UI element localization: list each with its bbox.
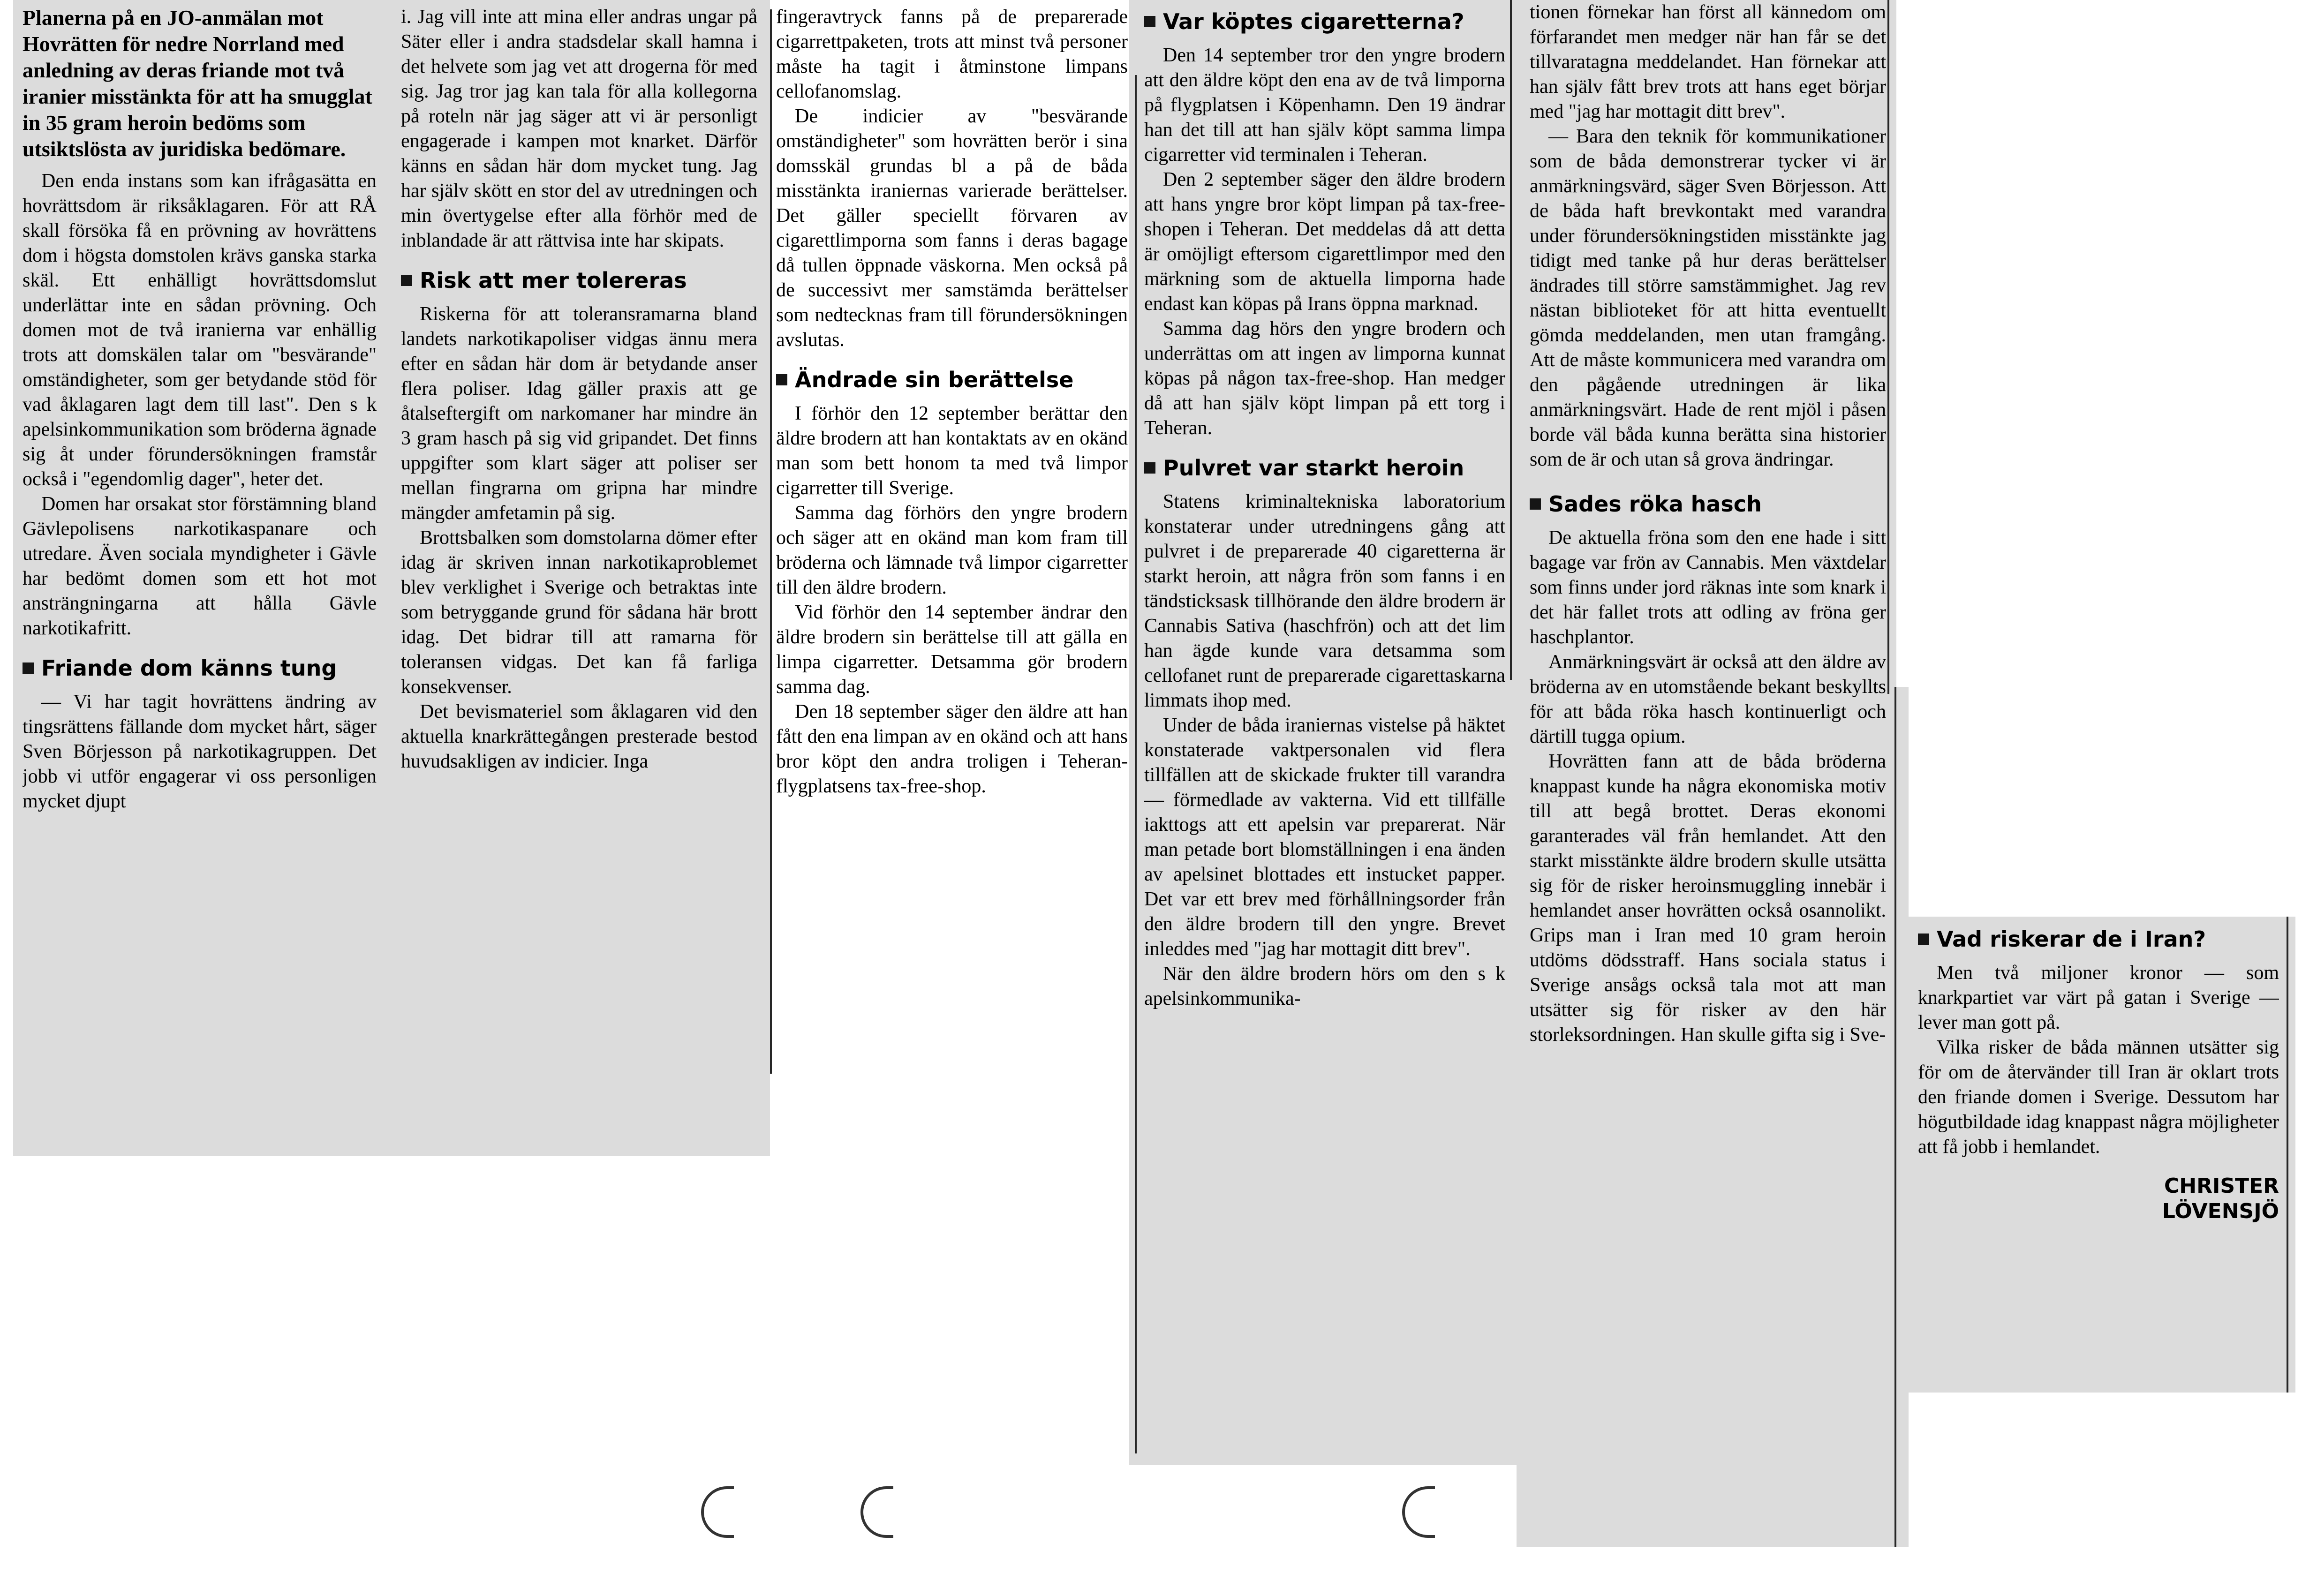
paragraph: tionen förnekar han först all kännedom om förfarandet men medger när han får se det tillvaratagna meddelandet. Han förnekar att han själv fått brev trots att hans eget börjar med "jag har mottagit ditt brev". bbox=[1530, 1, 1886, 122]
article-column-1 bbox=[23, 5, 377, 1153]
punch-hole-mark bbox=[860, 1486, 893, 1538]
paragraph: De aktuella fröna som den ene hade i sitt bagage var frön av Cannabis. Men växtdelar som finns under jord räknas inte som knark i det här fallet trots att odling av fröna ger haschplantor. bbox=[1530, 527, 1886, 648]
subheading: Sades röka hasch bbox=[1530, 491, 1886, 517]
punch-hole-mark bbox=[1402, 1486, 1435, 1538]
paragraph: Den 2 september säger den äldre brodern att hans yngre bror köpt limpan på tax-free-shopen i Teheran. Det meddelas då att detta är omöjligt eftersom cigarettlimpor med den märkning som de aktuella limporna hade endast kan köpas på Irans öppna marknad. bbox=[1144, 169, 1505, 315]
subheading: Pulvret var starkt heroin bbox=[1144, 455, 1505, 481]
paragraph: Den 18 september säger den äldre att han fått den ena limpan av en okänd och att hans bror köpt den andra troligen i Teheran-flygplatsens tax-free-shop. bbox=[776, 701, 1128, 797]
paragraph: I förhör den 12 september berättar den äldre brodern att han kontaktats av en okänd man som bett honom ta med två limpor cigarretter till Sverige. bbox=[776, 403, 1128, 499]
paragraph: De indicier av "besvärande omständigheter" som hovrätten berör i sina domsskäl grundas bl a på de båda misstänkta iraniernas varierade berättelser. Det gäller speciellt förvaren av cigarettlimporna som fanns i deras bagage då tullen öppnade väskorna. Men också på de successivt mer samstämda berättelser som nedtecknas fram till förundersökningen avslutas. bbox=[776, 105, 1128, 351]
paragraph: Vilka risker de båda männen utsätter sig för om de återvänder till Iran är oklart trots den friande domen i Sverige. Dessutom har högutbildade idag knappast några möjligheter att få jobb i hemlandet. bbox=[1918, 1037, 2279, 1158]
column-rule bbox=[2287, 917, 2288, 1393]
paragraph: — Bara den teknik för kommunikationer som de båda demonstrerar tycker vi är anmärkningsvärd, säger Sven Börjesson. Att de båda haft brevkontakt med varandra under förundersökningstiden misstänkte jag tidigt med tanke på hur deras berättelser ändrades till större samstämmighet. Jag rev nästan biblioteket för att hitta eventuellt gömda meddelanden, men utan framgång. Att de måste kommunicera med varandra om den pågående utredningen är lika anmärkningsvärt. Hade de rent mjöl i påsen borde väl båda kunna berätta sina historier som de är och utan så grova ändringar. bbox=[1530, 126, 1886, 470]
punch-hole-mark bbox=[701, 1486, 734, 1538]
paragraph: Det bevismateriel som åklagaren vid den aktuella knarkrättegången presterade bestod huvudsakligen av indicier. Inga bbox=[401, 701, 757, 772]
paragraph: Anmärkningsvärt är också att den äldre av bröderna av en utomstående bekant beskyllts för att båda röka hasch kontinuerligt och därtill tugga opium. bbox=[1530, 651, 1886, 747]
column-rule bbox=[1894, 687, 1896, 1547]
bullet-square-icon bbox=[1144, 16, 1155, 27]
column-rule bbox=[1135, 75, 1137, 1453]
subheading: Var köptes cigaretterna? bbox=[1144, 8, 1505, 35]
bullet-square-icon bbox=[401, 275, 412, 286]
paragraph: — Vi har tagit hovrättens ändring av tingsrättens fällande dom mycket hårt, säger Sven Börjesson på narkotikagruppen. Det jobb vi utför engagerar vi oss personligen mycket djupt bbox=[23, 691, 377, 812]
paragraph: Samma dag hörs den yngre brodern och underrättas om att ingen av limporna kunnat köpas på någon tax-free-shop. Han medger då att han själv köpt limpan på ett torg i Teheran. bbox=[1144, 318, 1505, 439]
column-rule bbox=[1887, 0, 1889, 694]
paragraph: Men två miljoner kronor — som knarkpartiet var värt på gatan i Sverige — lever man gott på. bbox=[1918, 962, 2279, 1033]
subheading: Ändrade sin berättelse bbox=[776, 367, 1128, 393]
bullet-square-icon bbox=[1918, 934, 1929, 945]
column-rule bbox=[1510, 0, 1512, 680]
paragraph: Riskerna för att toleransramarna bland landets narkotikapoliser vidgas ännu mera efter en sådan här dom är betydande anser flera poliser. Idag gäller praxis att ge åtalseftergift om narkomaner har mindre än 3 gram hasch på sig vid gripandet. Det finns uppgifter som klart säger att poliser ser mellan fingrarna om gripna har mindre mängder amfetamin på sig. bbox=[401, 303, 757, 524]
article-column-2 bbox=[401, 5, 757, 1153]
paragraph: Vid förhör den 14 september ändrar den äldre brodern sin berättelse till att gälla en limpa cigarretter. Detsamma gör brodern samma dag. bbox=[776, 602, 1128, 698]
subheading: Risk att mer tolereras bbox=[401, 267, 757, 294]
subheading: Friande dom känns tung bbox=[23, 655, 377, 681]
author-byline: CHRISTER LÖVENSJÖ bbox=[2162, 1174, 2279, 1223]
article-column-3 bbox=[776, 5, 1128, 1153]
paragraph: Hovrätten fann att de båda bröderna knappast kunde ha några ekonomiska motiv till att begå brottet. Deras ekonomi garanterades väl från hemlandet. Att den starkt misstänkte äldre brodern skulle utsätta sig för de risker heroinsmuggling innebär i hemlandet anser hovrätten också osannolikt. Grips man i Iran med 10 gram heroin utdöms dödsstraff. Hans sociala status i Sverige ansågs också tala mot att man utsätter sig för risker av den här storleksordningen. Han skulle gifta sig i Sve- bbox=[1530, 751, 1886, 1046]
paragraph: Statens kriminaltekniska laboratorium konstaterar under utredningens gång att pulvret i de preparerade 40 cigaretterna är starkt heroin, att några frön som fanns i en tändsticksask tillhörande den äldre brodern är Cannabis Sativa (haschfrön) och att det lim han ägde kunde vara detsamma som cellofanet runt de preparerade cigarettaskarna limmats ihop med. bbox=[1144, 491, 1505, 711]
paragraph: i. Jag vill inte att mina eller andras ungar på Säter eller i andra stadsdelar skall hamna i det helvete som jag vet att drogerna för med sig. Jag tror jag kan tala för alla kollegorna på roteln när jag säger att vi är personligt engagerade i kampen mot knarket. Därför känns en sådan här dom mycket tung. Jag har själv skött en stor del av utredningen och min övertygelse efter alla förhör med de inblandade är att rättvisa inte har skipats. bbox=[401, 6, 757, 251]
bullet-square-icon bbox=[23, 662, 34, 674]
article-column-5 bbox=[1530, 0, 1886, 1543]
bullet-square-icon bbox=[776, 374, 787, 385]
paragraph: Den enda instans som kan ifrågasätta en hovrättsdom är riksåklagaren. För att RÅ skall försöka få en prövning av hovrättens dom i högsta domstolen krävs ganska starka skäl. Ett enhälligt hovrättsdomslut underlättar inte en sådan prövning. Och domen mot de två iranierna var enhällig trots att domskälen talar om "besvärande" omständigheter, som ger betydande stöd för vad åklagaren lagt dem till last". Den s k apelsinkommunikation som bröderna ägnade sig åt under förundersökningen framstår också i "egendomlig dager", heter det. bbox=[23, 170, 377, 490]
article-lead: Planerna på en JO-anmälan mot Hovrätten för nedre Norrland med anledning av deras friande mot två iranier misstänkta för att ha smugglat in 35 gram heroin bedöms som utsiktslösta av juridiska bedömare. bbox=[23, 6, 372, 161]
article-column-6 bbox=[1918, 926, 2279, 1385]
paragraph: När den äldre brodern hörs om den s k apelsinkommunika- bbox=[1144, 963, 1505, 1009]
bullet-square-icon bbox=[1530, 498, 1541, 510]
paragraph: Under de båda iraniernas vistelse på häktet konstaterade vaktpersonalen vid flera tillfällen att de skickade frukter till varandra — förmedlade av vakterna. Vid ett tillfälle iakttogs att ett apelsin var preparerat. När man petade bort blomställningen i ena änden av apelsinet blottades ett instucket papper. Det var ett brev med förhållningsorder från den äldre brodern till den yngre. Brevet inleddes med "jag har mottagit ditt brev". bbox=[1144, 715, 1505, 960]
bullet-square-icon bbox=[1144, 462, 1155, 474]
article-column-4 bbox=[1144, 8, 1505, 1462]
subheading: Vad riskerar de i Iran? bbox=[1918, 926, 2279, 952]
paragraph: fingeravtryck fanns på de preparerade cigarrettpaketen, trots att minst två personer måste ha tagit i åtminstone limpans cellofanomslag. bbox=[776, 6, 1128, 102]
paragraph: Domen har orsakat stor förstämning bland Gävlepolisens narkotikaspanare och utredare. Även sociala myndigheter i Gävle har bedömt domen som ett hot mot ansträngningarna att hålla Gävle narkotikafritt. bbox=[23, 493, 377, 639]
paragraph: Brottsbalken som domstolarna dömer efter idag är skriven innan narkotikaproblemet blev verklighet i Sverige och betraktas inte som betryggande grund för sådana här brott idag. Det bidrar till att ramarna för toleransen vidgas. Det kan få farliga konsekvenser. bbox=[401, 527, 757, 698]
paragraph: Samma dag förhörs den yngre brodern och säger att en okänd man kom fram till bröderna och lämnade två limpor cigarretter till den äldre brodern. bbox=[776, 502, 1128, 598]
column-rule bbox=[770, 9, 772, 1074]
paragraph: Den 14 september tror den yngre brodern att den äldre köpt den ena av de två limporna på flygplatsen i Köpenhamn. Den 19 ändrar han det till att han själv köpt samma limpa cigarretter vid terminalen i Teheran. bbox=[1144, 45, 1505, 166]
